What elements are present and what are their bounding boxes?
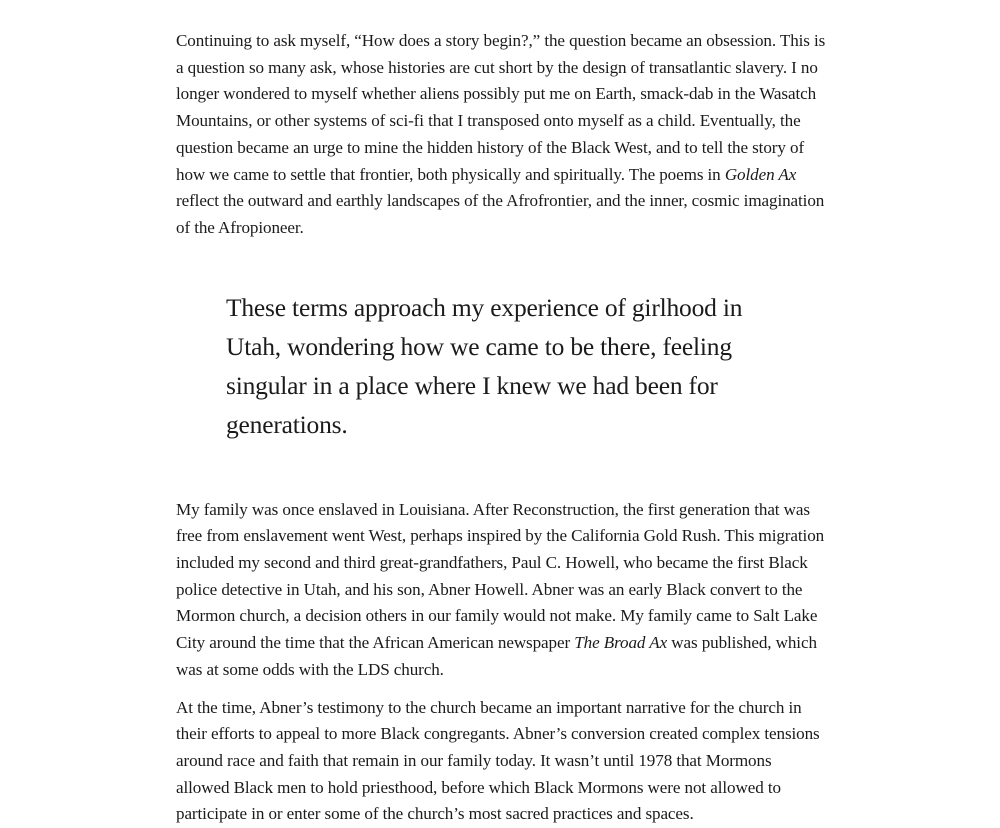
pull-quote: These terms approach my experience of girlhood in Utah, wondering how we came to be there, feeling singular in a place where I knew we had been for generations. — [226, 292, 743, 439]
book-title-golden-ax: Golden Ax — [724, 164, 797, 184]
paragraph-abner-testimony: At the time, Abner’s testimony to the church became an important narrative for the church in their efforts to appeal to more Black congregants. Abner’s conversion created complex tensions around race and faith that remain in our family today. It wasn’t until 1978 that Mormons allowed Black men to hold priesthood, before which Black Mormons were not allowed to participate in or enter some of the church’s most sacred practices and spaces. — [176, 697, 820, 824]
paragraph-text: was published, which was at some odds with the LDS church. — [176, 633, 817, 679]
paragraph-text: reflect the outward and earthly landscapes of the Afrofrontier, and the inner, cosmic imagination of the Afropioneer. — [176, 191, 825, 237]
newspaper-title-broad-ax: The Broad Ax — [574, 633, 668, 653]
paragraph-text: My family was once enslaved in Louisiana. After Reconstruction, the first generation that was free from enslavement went West, perhaps inspired by the California Gold Rush. This migration included my second and third great-grandfathers, Paul C. Howell, who became the first Black police detective in Utah, and his son, Abner Howell. Abner was an early Black convert to the Mormon church, a decision others in our family would not make. My family came to Salt Lake City around the time that the African American newspaper — [176, 499, 825, 653]
paragraph-story-beginning — [176, 28, 828, 242]
paragraph-text: Continuing to ask myself, “How does a story begin?,” the question became an obsession. This is a question so many ask, whose histories are cut short by the design of transatlantic slavery. I no longer wondered to myself whether aliens possibly put me on Earth, smack-dab in the Wasatch Mountains, or other systems of sci-fi that I transposed onto myself as a child. Eventually, the question became an urge to mine the hidden history of the Black West, and to tell the story of how we came to settle that frontier, both physically and spiritually. The poems in — [176, 31, 826, 184]
paragraph-family-history — [176, 497, 828, 684]
article-body — [176, 28, 828, 828]
pull-quote-block — [226, 288, 786, 444]
